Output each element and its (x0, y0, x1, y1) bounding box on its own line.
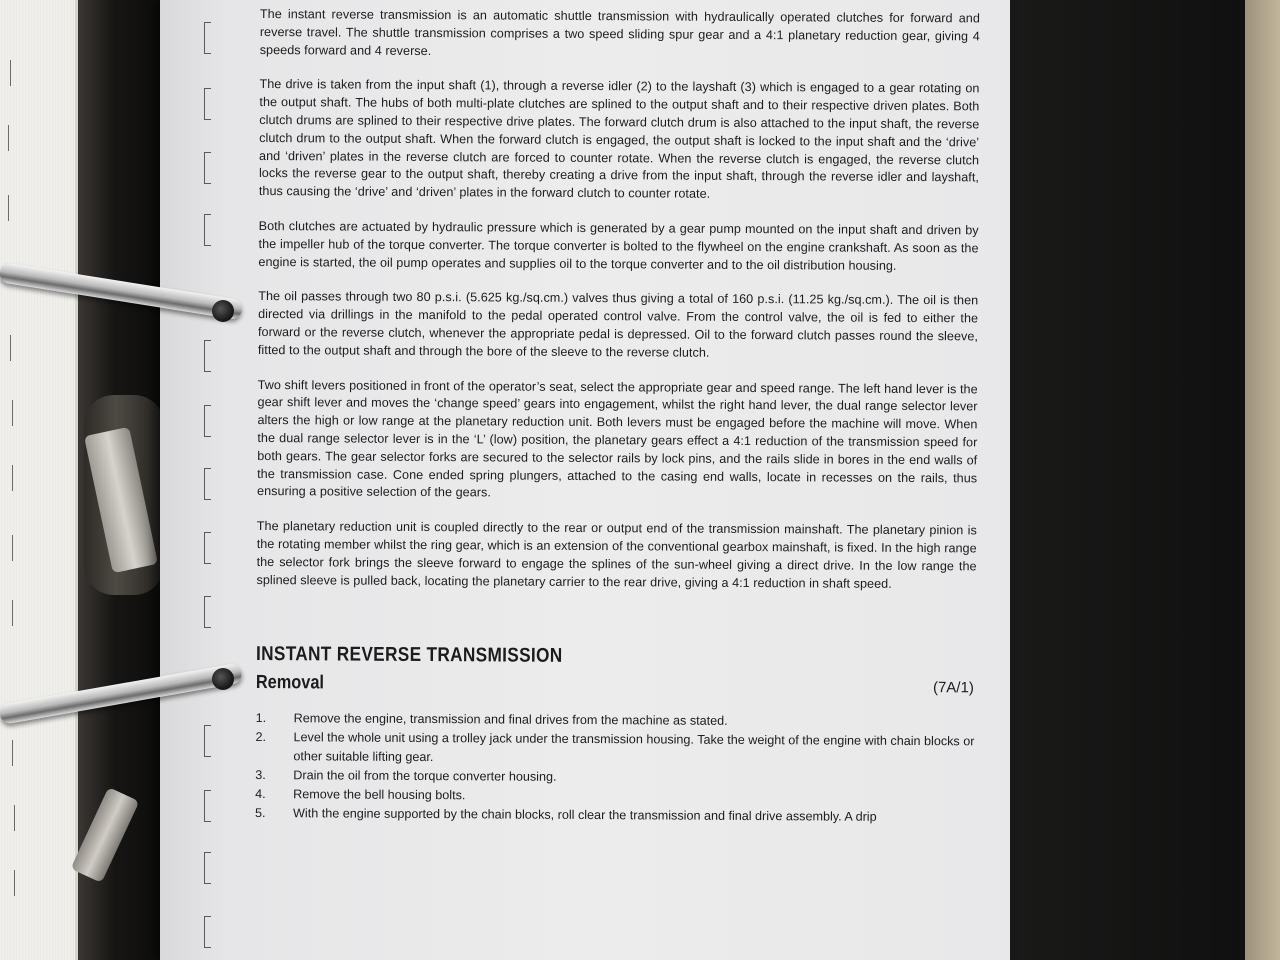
left-page-bracket (12, 465, 17, 491)
binder-ring-top-end (212, 300, 234, 322)
left-page-bracket (14, 870, 19, 896)
page-margin-bracket (204, 22, 211, 54)
document-page (160, 0, 1010, 960)
step-number: 3. (255, 767, 266, 782)
removal-steps (255, 709, 976, 827)
step-number: 1. (255, 710, 267, 725)
subsection-header (256, 674, 976, 697)
left-page-bracket (10, 335, 15, 361)
page-margin-bracket (204, 916, 211, 948)
paragraph-shift-levers: Two shift levers positioned in front of the operator’s seat, select the appropriate gear and speed range. The left hand lever is the gear shift lever and moves the ‘change speed’ gears into engagement, whilst the right hand lever, the dual range selector lever alters the high or low range at the planetary reduction unit. Both levers must be engaged before the machine will move. When the dual range selector lever is in the ‘L’ (low) position, the planetary gears effect a 4:1 reduction of the transmission speed for both gears. The gear selector forks are secured to the selector rails by lock pins, and the rails slide in bores in the end walls of the transmission case. Cone ended spring plungers, attached to the casing end walls, locate in recesses on the rails, thus ensuring a positive selection of the gears. (256, 377, 978, 500)
left-page-bracket (12, 535, 17, 561)
page-margin-bracket (204, 596, 211, 628)
paragraph-planetary-unit: The planetary reduction unit is coupled directly to the rear or output end of the transmission mainshaft. The planetary pinion is the rotating member whilst the ring gear, which is an extension of the conventional gearbox mainshaft, is fixed. In the high range the selector fork brings the sleeve forward to engage the splines of the sun-wheel giving a direct drive. In the low range the splined sleeve is pulled back, locating the planetary carrier to the rear drive, giving a 4:1 reduction in shaft speed. (256, 519, 977, 591)
page-margin-bracket (204, 790, 211, 822)
page-margin-bracket (204, 532, 211, 564)
paragraph-oil-pressure: The oil passes through two 80 p.s.i. (5.625 kg./sq.cm.) valves thus giving a total of 160 p.s.i. (11.25 kg./sq.cm.). The oil is then directed via drillings in the manifold to the pedal operated control valve. From the control valve, the oil is fed to either the forward or the reverse clutch, whenever the appropriate pedal is depressed. Oil to the forward clutch passes round the sleeve, fitted to the output shaft and through the bore of the sleeve to the reverse clutch. (257, 289, 979, 360)
page-margin-bracket (204, 725, 211, 757)
step-number: 4. (255, 786, 266, 801)
left-page-bracket (12, 600, 17, 626)
page-margin-bracket (204, 852, 211, 884)
step-number: 2. (255, 729, 267, 744)
page-margin-bracket (204, 214, 211, 246)
step-text: Drain the oil from the torque converter housing. (293, 768, 557, 784)
page-margin-bracket (204, 340, 211, 372)
list-item (255, 728, 975, 770)
step-number: 5. (255, 805, 266, 820)
paragraph-hydraulics: Both clutches are actuated by hydraulic pressure which is generated by a gear pump mounted on the input shaft and driven by the impeller hub of the torque converter. The torque converter is bolted to the flywheel on the engine crankshaft. As soon as the engine is started, the oil pump operates and supplies oil to the torque converter and to the oil distribution housing. (258, 218, 979, 273)
step-text: Remove the bell housing bolts. (293, 787, 466, 803)
wall-background (1245, 0, 1280, 960)
section-title: INSTANT REVERSE TRANSMISSION (255, 643, 563, 668)
left-page-bracket (14, 805, 19, 831)
left-page-bracket (8, 195, 13, 221)
step-text: Level the whole unit using a trolley jack under the transmission housing. Take the weight of the engine with chain blocks or other suitable lifting gear. (293, 730, 975, 764)
step-text: With the engine supported by the chain blocks, roll clear the transmission and final drive assembly. A drip (293, 806, 877, 824)
left-page-bracket (10, 60, 15, 86)
page-margin-bracket (204, 405, 211, 437)
paragraph-overview: The instant reverse transmission is an automatic shuttle transmission with hydraulically operated clutches for forward and reverse travel. The shuttle transmission comprises a two speed sliding spur gear and a 4:1 planetary reduction gear, giving 4 speeds forward and 4 reverse. (259, 6, 980, 58)
page-margin-bracket (204, 88, 211, 120)
left-page-bracket (12, 740, 17, 766)
left-page-bracket (12, 400, 17, 426)
binder-cover-right (1000, 0, 1245, 960)
step-text: Remove the engine, transmission and final drives from the machine as stated. (293, 711, 728, 728)
left-page-bracket (8, 125, 13, 151)
binder-ring-bottom-end (212, 668, 234, 690)
reference-code: (7A/1) (932, 679, 974, 697)
list-item (255, 804, 975, 827)
subsection-title: Removal (255, 672, 325, 694)
page-content (255, 6, 980, 827)
page-margin-bracket (204, 468, 211, 500)
page-margin-bracket (204, 152, 211, 184)
paragraph-drive: The drive is taken from the input shaft (1), through a reverse idler (2) to the layshaft (3) which is engaged to a gear rotating on the output shaft. The hubs of both multi-plate clutches are splined to the output shaft and to their respective driven plates. Both clutch drums are splined to their respective drive plates. The forward clutch drum is also attached to the input shaft, the reverse clutch drum to the output shaft. When the forward clutch is engaged, the output shaft is locked to the input shaft and the ‘drive’ and ‘driven’ plates in the reverse clutch are forced to counter rotate. When the reverse clutch is engaged, the reverse clutch locks the reverse gear to the output shaft, thereby creating a drive from the input shaft, through the reverse idler and layshaft, thus causing the ‘drive’ and ‘driven’ plates in the forward clutch to counter rotate. (258, 77, 980, 201)
